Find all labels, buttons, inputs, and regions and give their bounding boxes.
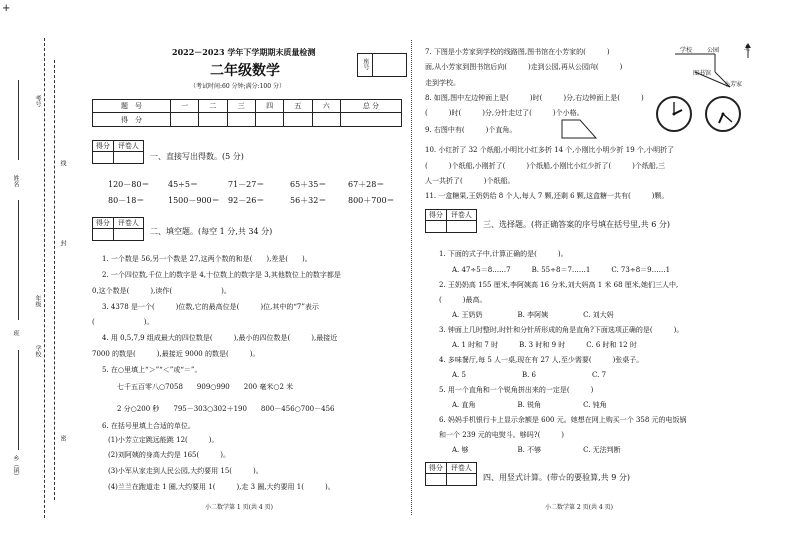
score-header-cell: 题 号 xyxy=(93,100,171,113)
q8-line: 8. 如图,图中左边钟面上是( )时( )分,右边钟面上是( ) xyxy=(425,94,644,102)
score-cell[interactable] xyxy=(255,113,283,127)
choice-question: 3. 钟面上几时整时,时针和分针所形成的角是直角?下面选项正确的是( )。 xyxy=(439,326,684,334)
fill-question: ( )。 xyxy=(92,318,154,326)
grader-reviewer-cell[interactable] xyxy=(446,474,476,486)
page1-footer: 小二数学第 1 页(共 4 页) xyxy=(205,504,273,511)
score-header-cell: 总 分 xyxy=(340,100,401,113)
class-underline xyxy=(18,200,20,320)
q7-line: 7. 下图是小芳家到学校的线路图,图书馆在小芳家的( ) xyxy=(425,48,610,56)
plus-mark: + xyxy=(2,3,11,14)
choice-question: 5. 用一个直角和一个锐角拼出来的一定是( ) xyxy=(439,386,594,394)
calc-item: 71－27＝ xyxy=(228,180,265,189)
q9-line: 9. 右图中有( )个直角。 xyxy=(425,126,517,134)
subject-title: 二年级数学 xyxy=(210,63,280,79)
choice-options: A. 王奶奶 B. 李阿姨 C. 刘大妈 xyxy=(452,311,614,319)
fill-question: 6. 在括号里填上合适的单位。 xyxy=(102,422,195,430)
choice-question: 2. 王奶奶高 155 厘米,李阿姨高 16 分米,刘大妈高 1 米 68 厘米,她们三人中, xyxy=(439,281,679,289)
score-cell[interactable] xyxy=(227,113,255,127)
unit-question: (1)小芳立定跳远能跳 12( )。 xyxy=(108,436,219,444)
grader-score-cell[interactable] xyxy=(93,229,114,241)
fill-question: 1. 一个数是 56,另一个数是 27,这两个数的和是( ),差是( )。 xyxy=(102,255,312,263)
grader-reviewer-label: 评卷人 xyxy=(446,463,476,474)
choice-question: 1. 下面的式子中,计算正确的是( )。 xyxy=(439,250,568,258)
choice-options: A. 47÷5＝8……7 B. 55÷8＝7……1 C. 73÷8＝9……1 xyxy=(452,266,671,274)
map-library: 图书馆 xyxy=(693,70,712,77)
fill-question: 0,这个数是( ),读作( )。 xyxy=(92,287,231,295)
score-cell[interactable] xyxy=(170,113,198,127)
section2-heading: 二、填空题。(每空 1 分,共 34 分) xyxy=(150,227,273,236)
q10-line: 人一共折了( )个纸船。 xyxy=(425,177,515,185)
fill-question: 2. 一个四位数,千位上的数字是 4,十位数上的数字是 3,其他数位上的数字都是 xyxy=(102,271,341,279)
section4-heading: 四、用竖式计算。(带☆的要验算,共 9 分) xyxy=(483,473,630,482)
grader-box-2 xyxy=(92,217,144,241)
score-cell[interactable] xyxy=(199,113,227,127)
q10-line: 10. 小红折了 32 个纸船,小明比小红多折 14 个,小刚比小明少折 19 个,小明折了 xyxy=(425,146,675,154)
name-underline xyxy=(18,80,20,160)
exam-info: （考试时间:60 分钟;满分:100 分） xyxy=(190,83,285,90)
score-row-label: 得 分 xyxy=(93,113,171,127)
q8-line: ( )时( )分,分针走过了( )个小格。 xyxy=(425,109,584,117)
compare-row: 七千五百零八○7058 909○990 200 毫米○2 米 xyxy=(117,383,294,391)
seat-label: 座号 xyxy=(361,58,369,70)
calc-item: 1500－900＝ xyxy=(168,196,220,205)
compare-row: 2 分○200 秒 795－303○302＋190 800－456○700－456 xyxy=(117,405,335,413)
choice-question: 4. 多味餐厅,每 5 人一桌,现在有 27 人,至少需要( )张桌子。 xyxy=(439,356,644,364)
grader-score-label: 得分 xyxy=(426,463,447,474)
calc-item: 45÷5＝ xyxy=(168,180,198,189)
map-park: 公园 xyxy=(707,47,720,54)
seat-box xyxy=(357,53,407,77)
fill-question: 3. 4378 是一个( )位数,它的最高位是( )位,其中的“7”表示 xyxy=(102,303,319,311)
unit-question: (2)刘阿姨的身高大约是 165( )。 xyxy=(108,451,230,459)
unit-question: (3)小军从家走到人民公园,大约要用 15( )。 xyxy=(108,467,263,475)
grader-reviewer-cell[interactable] xyxy=(446,221,476,233)
page2-footer: 小二数学第 2 页(共 4 页) xyxy=(545,504,613,511)
page-divider xyxy=(411,40,412,515)
grader-score-label: 得分 xyxy=(93,141,114,152)
name-label: 姓名 xyxy=(12,175,19,187)
score-cell[interactable] xyxy=(284,113,312,127)
score-header-cell: 三 xyxy=(227,100,255,113)
map-north: 北 xyxy=(744,45,751,52)
calc-item: 65＋35＝ xyxy=(290,180,327,189)
score-header-cell: 五 xyxy=(284,100,312,113)
score-header-cell: 六 xyxy=(312,100,340,113)
score-header-cell: 一 xyxy=(170,100,198,113)
id-label: 考号 xyxy=(34,95,41,107)
unit-question: (4)兰兰在跑道走 1 圈,大约要用 1( ),走 3 圈,大约要用 1( )。 xyxy=(108,483,335,491)
map-school: 学校 xyxy=(680,47,693,54)
school-label: 学校 xyxy=(34,345,41,357)
score-header-cell: 四 xyxy=(255,100,283,113)
trapezoid-shape xyxy=(560,118,600,140)
clock-left xyxy=(656,96,692,132)
clock-right xyxy=(705,96,741,132)
score-cell[interactable] xyxy=(340,113,401,127)
calc-item: 67＋28＝ xyxy=(348,180,385,189)
grader-reviewer-label: 评卷人 xyxy=(113,218,143,229)
choice-question: ( )最高。 xyxy=(439,296,487,304)
grader-box-4 xyxy=(425,462,477,486)
grade-label: 年级 xyxy=(34,295,41,307)
grader-score-cell[interactable] xyxy=(426,221,447,233)
score-header-cell: 二 xyxy=(199,100,227,113)
calc-item: 80－18＝ xyxy=(108,196,145,205)
grader-reviewer-label: 评卷人 xyxy=(446,210,476,221)
fill-question: 7000 的数是( ),最接近 9000 的数是( )。 xyxy=(92,350,260,358)
section1-heading: 一、直接写出得数。(5 分) xyxy=(150,152,244,161)
calc-item: 92－26＝ xyxy=(228,196,265,205)
choice-options: A. 5 B. 6 C. 7 xyxy=(452,371,607,379)
line-label: 线 xyxy=(59,160,66,166)
q7-line: 走到学校。 xyxy=(425,79,460,87)
seal-label: 封 xyxy=(59,240,66,246)
grader-score-cell[interactable] xyxy=(93,152,114,164)
choice-question: 6. 妈妈手机银行卡上显示余额是 600 元。她想在网上购买一个 358 元的电饭锅 xyxy=(439,416,687,424)
score-table xyxy=(92,99,402,127)
q11-line: 11. 一盒糖果,王奶奶给 8 个人,每人 7 颗,还剩 6 颗,这盒糖一共有( )颗。 xyxy=(425,192,669,200)
exam-title: 2022－2023 学年下学期期末质量检测 xyxy=(172,47,316,57)
class-label: 班 xyxy=(12,330,19,336)
mark-label: 密 xyxy=(59,435,66,441)
choice-question: 和一个 239 元的电熨斗。够吗?( ) xyxy=(439,431,565,439)
q10-line: ( )个纸船,小刚折了( )个纸船,小刚比小红少折了( )个纸船,三 xyxy=(425,162,666,170)
grader-box-3 xyxy=(425,209,477,233)
map-home: 小芳家 xyxy=(724,81,743,88)
town-label: 乡（镇） xyxy=(12,455,19,479)
calc-item: 800＋700＝ xyxy=(348,196,395,205)
grader-reviewer-label: 评卷人 xyxy=(113,141,143,152)
grader-score-label: 得分 xyxy=(93,218,114,229)
grader-score-label: 得分 xyxy=(426,210,447,221)
binding-line-inner xyxy=(54,60,55,500)
choice-options: A. 1 时和 7 时 B. 3 时和 9 时 C. 6 时和 12 时 xyxy=(452,341,637,349)
choice-options: A. 直角 B. 锐角 C. 钝角 xyxy=(452,401,607,409)
grader-box-1 xyxy=(92,140,144,164)
binding-line xyxy=(44,38,45,518)
town-underline xyxy=(18,350,20,450)
grader-score-cell[interactable] xyxy=(426,474,447,486)
fill-question: 5. 在○里填上“＞”“＜”或“＝”。 xyxy=(102,366,202,374)
grader-reviewer-cell[interactable] xyxy=(113,152,143,164)
grader-reviewer-cell[interactable] xyxy=(113,229,143,241)
fill-question: 4. 用 0,5,7,9 组成最大的四位数是( ),最小的四位数是( ),最接近 xyxy=(102,334,338,342)
choice-options: A. 够 B. 不够 C. 无法判断 xyxy=(452,446,621,454)
calc-item: 56＋32＝ xyxy=(290,196,327,205)
score-cell[interactable] xyxy=(312,113,340,127)
calc-item: 120－80＝ xyxy=(108,180,150,189)
q7-line: 面,从小芳家到图书馆后向( )走到公园,再从公园向( ) xyxy=(425,63,623,71)
section3-heading: 三、选择题。(将正确答案的序号填在括号里,共 6 分) xyxy=(483,220,670,229)
